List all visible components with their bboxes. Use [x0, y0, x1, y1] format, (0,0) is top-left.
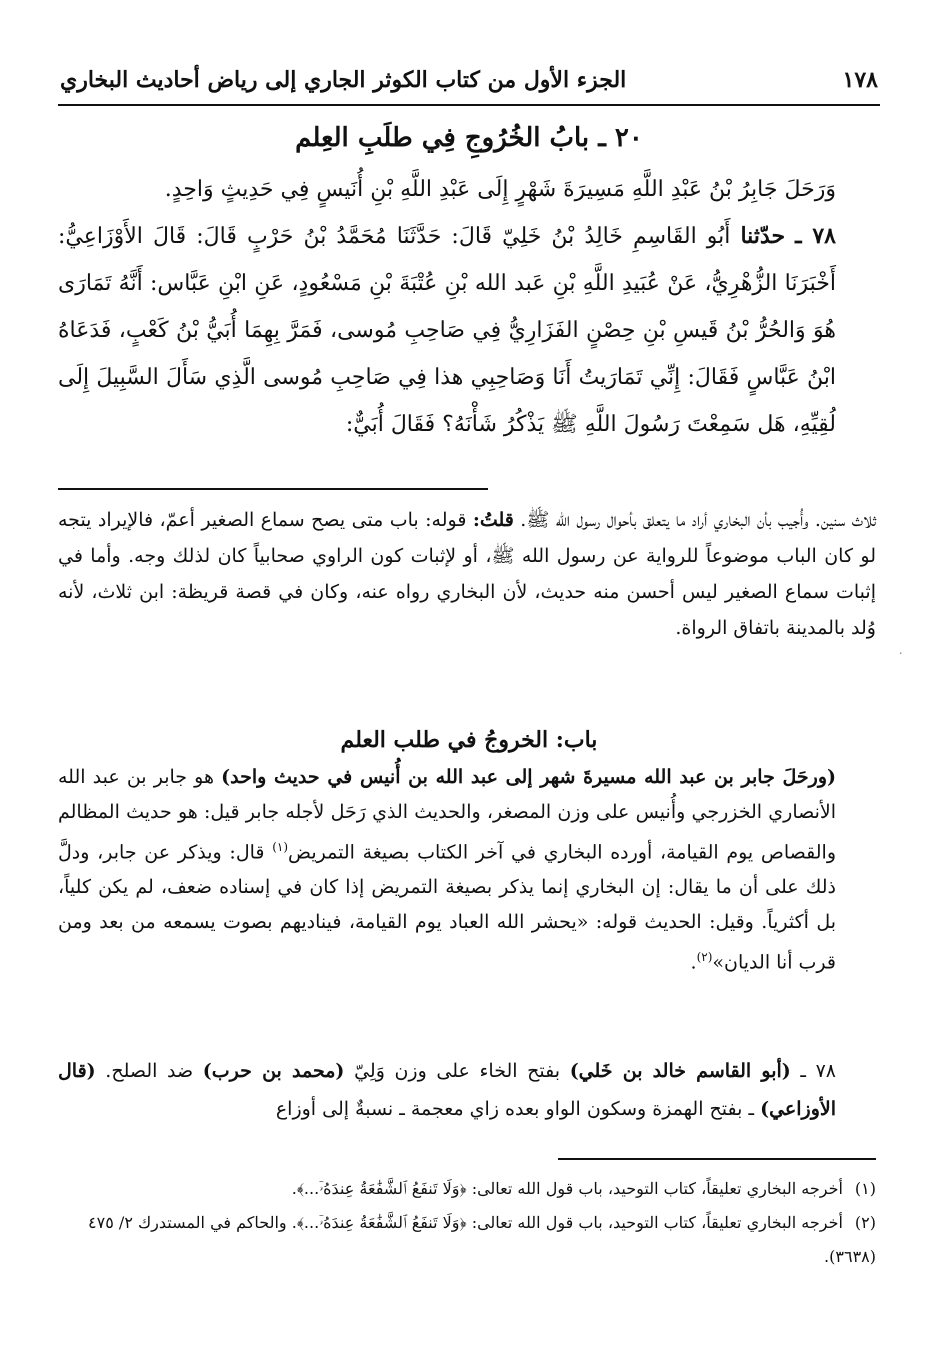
commentary-bottom-text2: ضد الصلح.	[105, 1060, 194, 1082]
commentary-top-part2: قوله: باب متى يصح سماع الصغير أعمّ، فالإيراد يتجه لو كان الباب موضوعاً للرواية عن رسول الله ﷺ، أو لإثبات كون الراوي صحابياً كان لذلك وجه. وأما في إثبات سماع الصغير ليس أحسن منه حديث، لأن البخاري رواه عنه، وكان في قصة قريظة: ابن ثلاث، لأنه وُلد بالمدينة باتفاق الرواة.	[58, 509, 876, 639]
commentary-mid-part2: قال: ويذكر عن جابر، ودلَّ ذلك على أن ما يقال: إن البخاري إنما يذكر بصيغة التمريض إذا كان في إسناده ضعف، لم يكن كلياً، بل أكثرياً. وقيل: الحديث قوله: «يحشر الله العباد يوم القيامة، فيناديهم بصوت يسمعه من بعد ومن قرب أنا الديان»	[58, 841, 836, 974]
page-number: ١٧٨	[842, 67, 878, 93]
footnote-1-number: (١)	[854, 1179, 876, 1198]
commentary-mid-quote: (ورحَلَ جابر بن عبد الله مسيرةَ شهر إلى عبد الله بن أُنيس في حديث واحد)	[221, 766, 836, 788]
footnote-ref-1[interactable]: (١)	[272, 840, 289, 854]
hadith-body: أَبُو القَاسِمِ خَالِدُ بْنُ خَلِيّ قَالَ: حَدَّثَنَا مُحَمَّدُ بْنُ حَرْبٍ قَالَ: قَالَ الأَوْزَاعِيُّ: أَخْبَرَنَا الزُّهْرِيُّ، عَنْ عُبَيدِ اللَّهِ بْنِ عَبد الله بْنِ عُتْبَةَ بْنِ مَسْعُودٍ، عَنِ ابْنِ عَبَّاس: أَنَّهُ تَمَارَى هُوَ وَالحُرُّ بْنُ قَيسِ بْنِ حِصْنٍ الفَزَارِيُّ فِي صَاحِبِ مُوسى، فَمَرَّ بِهِمَا أُبَيُّ بْنُ كَعْبٍ، فَدَعَاهُ ابْنُ عَبَّاسٍ فَقَالَ: إِنِّي تَمَارَيتُ أَنَا وَصَاحِبِي هذا فِي صَاحِبِ مُوسى الَّذِي سَأَلَ السَّبِيلَ إِلَى لُقِيِّهِ، هَل سَمِعْتَ رَسُولَ اللَّهِ ﷺ يَذْكُرُ شَأْنَهُ؟ فَقَالَ أُبَيٌّ:	[58, 224, 836, 437]
commentary-mid	[58, 760, 876, 981]
hadith-lead: حدّثنا	[740, 223, 786, 249]
section-divider	[58, 488, 488, 490]
hadith-number: ٧٨ ـ	[795, 223, 836, 249]
commentary-bottom-num: ٧٨ ـ	[800, 1060, 837, 1082]
stray-mark: ٠	[898, 648, 904, 659]
footnote-1	[58, 1172, 876, 1206]
footnote-2	[58, 1206, 876, 1274]
footnote-ref-2[interactable]: (٢)	[696, 950, 713, 965]
footnote-2-number: (٢)	[854, 1213, 876, 1232]
bab-title: باب: الخروجُ في طلب العلم	[340, 727, 598, 753]
qultu-label: قلتُ:	[472, 509, 514, 531]
commentary-mid-part1: هو جابر بن عبد الله الأنصاري الخزرجي وأُنيس على وزن المصغر، والحديث الذي رَحَل لأجله جابر قيل: هو حديث المظالم والقصاص يوم القيامة، أورده البخاري في آخر الكتاب بصيغة التمريض	[58, 766, 836, 864]
commentary-mid-end: .	[690, 951, 697, 974]
hadith-78	[58, 213, 876, 448]
header-rule	[58, 104, 880, 106]
footnote-2-text: أخرجه البخاري تعليقاً، كتاب التوحيد، باب قول الله تعالى: ﴿وَلَا تَنفَعُ ٱلشَّفَٰعَةُ عِندَهُۥٓ...﴾. والحاكم في المستدرك ٢/ ٤٧٥ (٣٦٣٨).	[88, 1213, 876, 1266]
book-title: الجزء الأول من كتاب الكوثر الجاري إلى رياض أحاديث البخاري	[60, 67, 627, 93]
running-header	[60, 58, 878, 102]
commentary-bottom	[58, 1052, 876, 1128]
footnotes	[58, 1172, 876, 1274]
commentary-bottom-quote1: (أبو القاسم خالد بن خَلي)	[569, 1060, 791, 1082]
commentary-bottom-quote2: (محمد بن حرب)	[202, 1060, 345, 1082]
commentary-bottom-text1: بفتح الخاء على وزن وَلِيّ	[354, 1060, 561, 1082]
hadith-text-block	[58, 166, 876, 448]
footnote-1-text: أخرجه البخاري تعليقاً، كتاب التوحيد، باب قول الله تعالى: ﴿وَلَا تَنفَعُ ٱلشَّفَٰعَةُ عِندَهُۥٓ...﴾.	[291, 1179, 843, 1198]
chapter-title: ٢٠ ـ بابُ الخُرُوجِ فِي طلَبِ العِلم	[295, 123, 643, 153]
taliq-text: وَرَحَلَ جَابِرُ بْنُ عَبْدِ اللَّهِ مَسِيرَةَ شَهْرٍ إِلَى عَبْدِ اللَّهِ بْنِ أُنَيسٍ فِي حَدِيثٍ وَاحِدٍ.	[164, 177, 836, 202]
commentary-top-part1: ثلاث سنين. وأُجيب بأن البخاري أراد ما يتعلق بأحوال رسول الله ﷺ.	[520, 509, 876, 531]
commentary-bottom-quote3: (قال الأوزاعي)	[58, 1060, 836, 1120]
commentary-bottom-text3: ـ بفتح الهمزة وسكون الواو بعده زاي معجمة ـ نسبةٌ إلى أوزاع	[275, 1098, 755, 1120]
footnote-rule	[558, 1158, 876, 1160]
commentary-top	[58, 502, 876, 646]
